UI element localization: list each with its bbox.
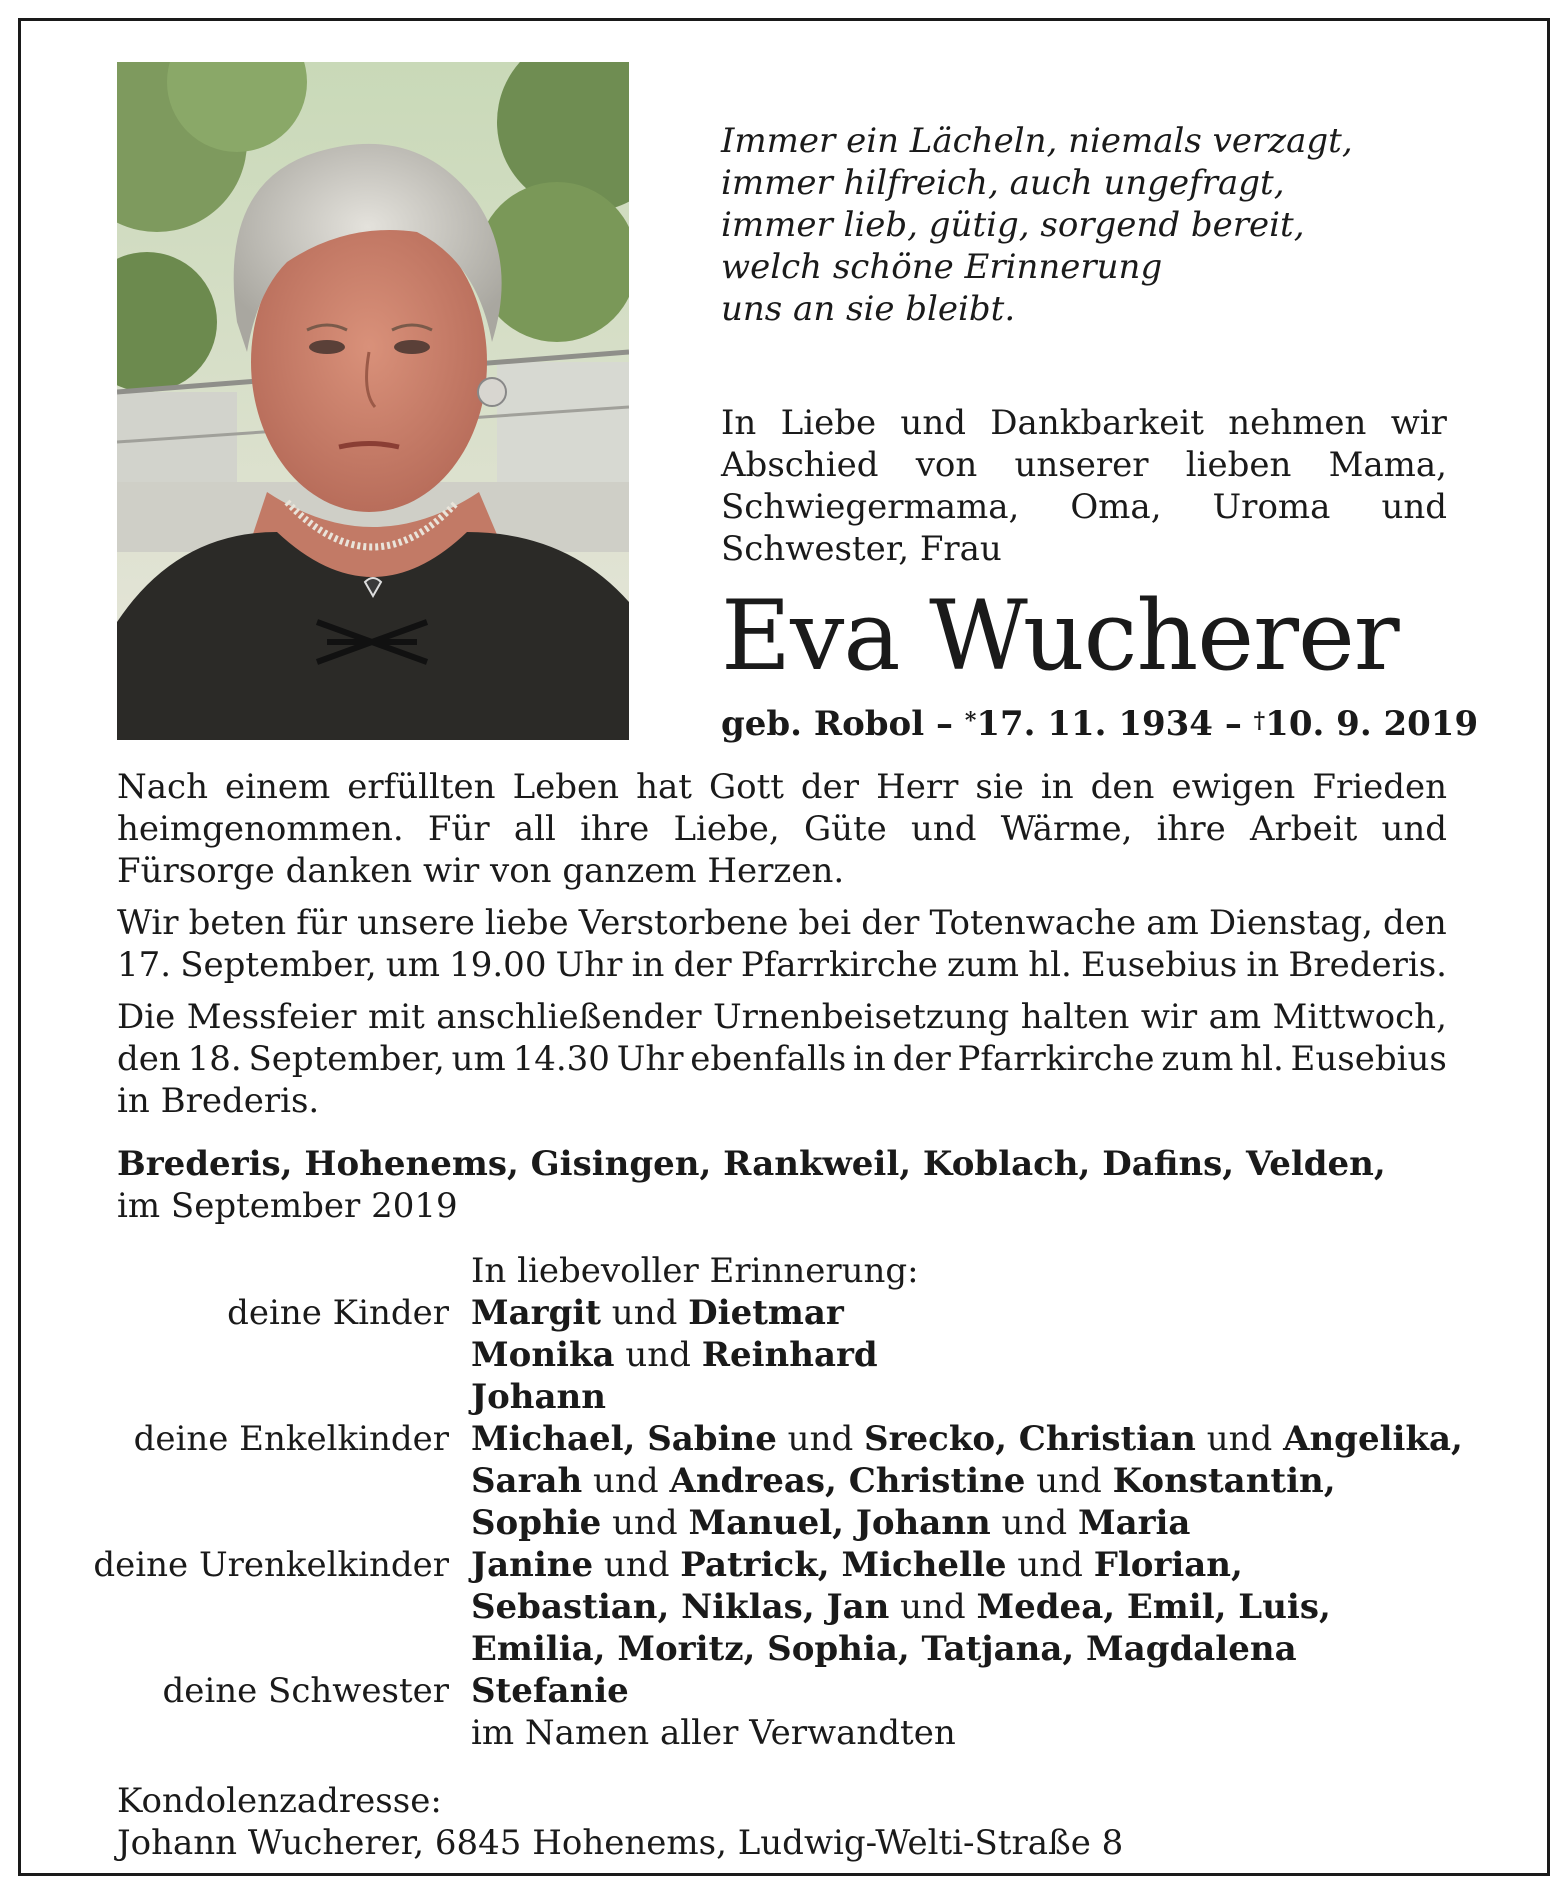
word: nehmen — [1228, 403, 1367, 443]
name-run: Konstantin, — [1112, 1461, 1336, 1501]
word: der — [892, 1039, 951, 1079]
portrait-photo — [117, 62, 629, 740]
birth-date: 17. 11. 1934 — [976, 704, 1213, 744]
word: halten — [1020, 997, 1130, 1037]
word: Güte — [803, 809, 887, 849]
word: Herr — [876, 767, 959, 807]
word: der — [800, 767, 860, 807]
name-run: Patrick, Michelle — [680, 1545, 1007, 1585]
name-run: Manuel, Johann — [688, 1503, 991, 1543]
notice-body — [117, 766, 1447, 1132]
name-run: Margit — [471, 1293, 601, 1333]
urenkel-names — [471, 1544, 1243, 1586]
word: sie — [975, 767, 1024, 807]
name-run: Johann — [471, 1377, 606, 1417]
paragraph-mass — [117, 996, 1447, 1122]
word: Brederis. — [1288, 945, 1447, 985]
places-block — [117, 1143, 1386, 1227]
word: Mittwoch, — [1272, 997, 1447, 1037]
word: den — [1090, 767, 1155, 807]
family-row — [0, 1376, 1568, 1418]
enkel-names — [471, 1502, 1190, 1544]
word: Mama, — [1328, 445, 1447, 485]
kinder-label: deine Kinder — [227, 1293, 449, 1333]
word: liebe — [484, 903, 569, 943]
word: ihre — [1156, 809, 1226, 849]
name-run: Sarah — [471, 1461, 583, 1501]
body-line — [117, 996, 1447, 1038]
enkel-label: deine Enkelkinder — [133, 1419, 449, 1459]
word: 14.30 — [512, 1039, 610, 1079]
word: zum — [1161, 1039, 1234, 1079]
word: und — [910, 809, 977, 849]
word: ihre — [580, 809, 650, 849]
town-list: Brederis, Hohenems, Gisingen, Rankweil, Koblach, Dafins, Velden, — [117, 1144, 1386, 1184]
poem-line: Immer ein Lächeln, niemals verzagt, — [721, 121, 1353, 161]
enkel-names — [471, 1460, 1336, 1502]
word: Wir — [117, 903, 179, 943]
family-list — [0, 1250, 1568, 1754]
dash: – — [936, 704, 953, 744]
word: und — [1381, 809, 1447, 849]
word: Dankbarkeit — [990, 403, 1204, 443]
connector-run: und — [776, 1419, 865, 1459]
intro-line — [721, 444, 1447, 486]
connector-run: und — [1195, 1419, 1284, 1459]
name-run: Sophie — [471, 1503, 602, 1543]
word: und — [1381, 487, 1447, 527]
urenkel-names — [471, 1628, 1297, 1670]
word: Gott — [708, 767, 784, 807]
connector-run: und — [1025, 1461, 1113, 1501]
kinder-names — [471, 1334, 878, 1376]
word: 18. — [187, 1039, 242, 1079]
dash: – — [1224, 704, 1242, 744]
word: in — [1040, 767, 1074, 807]
connector-run: und — [601, 1503, 689, 1543]
urenkel-names — [471, 1586, 1331, 1628]
name-run: Reinhard — [701, 1335, 878, 1375]
name-run: Sebastian, Niklas, Jan — [471, 1587, 890, 1627]
word: einem — [224, 767, 331, 807]
word: Dienstag, — [1208, 903, 1373, 943]
family-row — [0, 1334, 1568, 1376]
condolence-address: Johann Wucherer, 6845 Hohenems, Ludwig-Welti-Straße 8 — [117, 1823, 1124, 1863]
urenkel-label: deine Urenkelkinder — [93, 1545, 449, 1585]
word: Für — [427, 809, 490, 849]
name-run: Angelika, — [1283, 1419, 1463, 1459]
birth-name: geb. Robol — [721, 704, 925, 744]
word: hl. — [1028, 945, 1072, 985]
word: Nach — [117, 767, 208, 807]
word: 17. — [117, 945, 172, 985]
poem-line: immer lieb, gütig, sorgend bereit, — [721, 205, 1305, 245]
word: 19.00 — [449, 945, 547, 985]
schwester-label: deine Schwester — [162, 1671, 449, 1711]
body-line: in Brederis. — [117, 1081, 320, 1121]
word: wir — [1390, 403, 1447, 443]
word: In — [721, 403, 757, 443]
word: um — [385, 945, 440, 985]
word: von — [915, 445, 978, 485]
word: der — [861, 903, 920, 943]
word: Uhr — [616, 1039, 684, 1079]
word: Eusebius — [1080, 945, 1238, 985]
connector-run: und — [593, 1545, 681, 1585]
family-row — [0, 1292, 1568, 1334]
word: wir — [1140, 997, 1198, 1037]
word: hl. — [1240, 1039, 1284, 1079]
word: um — [451, 1039, 506, 1079]
family-row — [0, 1460, 1568, 1502]
word: Wärme, — [1000, 809, 1133, 849]
name-run: Florian, — [1093, 1545, 1243, 1585]
name-run: Janine — [471, 1545, 594, 1585]
word: anschließender — [436, 997, 702, 1037]
family-intro: In liebevoller Erinnerung: — [471, 1251, 919, 1291]
body-line — [117, 944, 1447, 986]
connector-run: und — [614, 1335, 702, 1375]
notice-date: im September 2019 — [117, 1186, 458, 1226]
paragraph-wake — [117, 902, 1447, 986]
word: am — [1208, 997, 1262, 1037]
name-run: Emilia, Moritz, Sophia, Tatjana, Magdalena — [471, 1629, 1297, 1669]
family-row — [0, 1586, 1568, 1628]
word: Oma, — [1070, 487, 1162, 527]
name-run: Michael, Sabine — [471, 1419, 777, 1459]
word: ewigen — [1171, 767, 1296, 807]
poem-line: uns an sie bleibt. — [721, 289, 1016, 329]
word: bei — [798, 903, 852, 943]
body-line — [117, 808, 1447, 850]
word: Die — [117, 997, 176, 1037]
word: beten — [188, 903, 287, 943]
word: Liebe — [780, 403, 877, 443]
word: erfüllten — [347, 767, 496, 807]
word: in — [631, 945, 665, 985]
name-run: Andreas, Christine — [669, 1461, 1026, 1501]
name-run: Stefanie — [471, 1671, 629, 1711]
poem-line: immer hilfreich, auch ungefragt, — [721, 163, 1285, 203]
word: lieben — [1185, 445, 1292, 485]
word: Totenwache — [929, 903, 1137, 943]
condolence-label: Kondolenzadresse: — [117, 1781, 442, 1821]
body-line — [117, 766, 1447, 808]
word: Pfarrkirche — [957, 1039, 1155, 1079]
connector-run: und — [889, 1587, 977, 1627]
word: Arbeit — [1250, 809, 1358, 849]
word: heimgenommen. — [117, 809, 404, 849]
name-run: Srecko, Christian — [864, 1419, 1196, 1459]
word: Abschied — [721, 445, 879, 485]
word: in — [1246, 945, 1280, 985]
family-row — [0, 1502, 1568, 1544]
name-run: Dietmar — [688, 1293, 844, 1333]
word: Leben — [512, 767, 620, 807]
word: all — [513, 809, 556, 849]
schwester-names — [471, 1670, 629, 1712]
name-run: Maria — [1077, 1503, 1191, 1543]
word: am — [1146, 903, 1199, 943]
name-run: Monika — [471, 1335, 615, 1375]
word: den — [1383, 903, 1447, 943]
family-closing: im Namen aller Verwandten — [471, 1713, 956, 1753]
word: für — [296, 903, 347, 943]
body-line — [117, 1038, 1447, 1080]
word: mit — [367, 997, 425, 1037]
word: Eusebius — [1290, 1039, 1447, 1079]
connector-run: und — [990, 1503, 1078, 1543]
word: Liebe, — [673, 809, 780, 849]
word: Urnenbeisetzung — [712, 997, 1010, 1037]
connector-run: und — [582, 1461, 670, 1501]
paragraph-life — [117, 766, 1447, 892]
connector-run: und — [1006, 1545, 1094, 1585]
word: Schwiegermama, — [721, 487, 1020, 527]
farewell-intro — [721, 402, 1447, 570]
body-line — [117, 902, 1447, 944]
word: September, — [180, 945, 377, 985]
poem-line: welch schöne Erinnerung — [721, 247, 1163, 287]
memorial-poem — [721, 120, 1353, 330]
word: in — [853, 1039, 886, 1079]
kinder-names — [471, 1292, 844, 1334]
family-row — [0, 1544, 1568, 1586]
name-run: Medea, Emil, Luis, — [976, 1587, 1331, 1627]
word: Uroma — [1212, 487, 1331, 527]
word: unserer — [1014, 445, 1149, 485]
word: und — [900, 403, 966, 443]
life-dates — [721, 702, 1478, 746]
died-symbol: † — [1253, 708, 1266, 734]
family-row — [0, 1418, 1568, 1460]
word: Frieden — [1312, 767, 1447, 807]
word: unsere — [357, 903, 475, 943]
intro-line — [721, 402, 1447, 444]
family-intro-row — [0, 1250, 1568, 1292]
word: hat — [636, 767, 692, 807]
word: der — [673, 945, 732, 985]
word: September, — [248, 1039, 445, 1079]
family-row — [0, 1712, 1568, 1754]
connector-run: und — [600, 1293, 689, 1333]
word: Messfeier — [186, 997, 357, 1037]
word: zum — [947, 945, 1020, 985]
intro-line: Schwester, Frau — [721, 529, 1002, 569]
word: Uhr — [555, 945, 623, 985]
word: Verstorbene — [578, 903, 789, 943]
family-row — [0, 1670, 1568, 1712]
born-symbol: * — [964, 708, 977, 734]
enkel-names — [471, 1418, 1463, 1460]
word: Pfarrkirche — [740, 945, 938, 985]
deceased-name: Eva Wucherer — [721, 580, 1399, 692]
kinder-names — [471, 1376, 606, 1418]
intro-line — [721, 486, 1447, 528]
word: den — [117, 1039, 181, 1079]
death-date: 10. 9. 2019 — [1265, 704, 1479, 744]
family-row — [0, 1628, 1568, 1670]
word: ebenfalls — [690, 1039, 847, 1079]
body-line: Fürsorge danken wir von ganzem Herzen. — [117, 851, 845, 891]
